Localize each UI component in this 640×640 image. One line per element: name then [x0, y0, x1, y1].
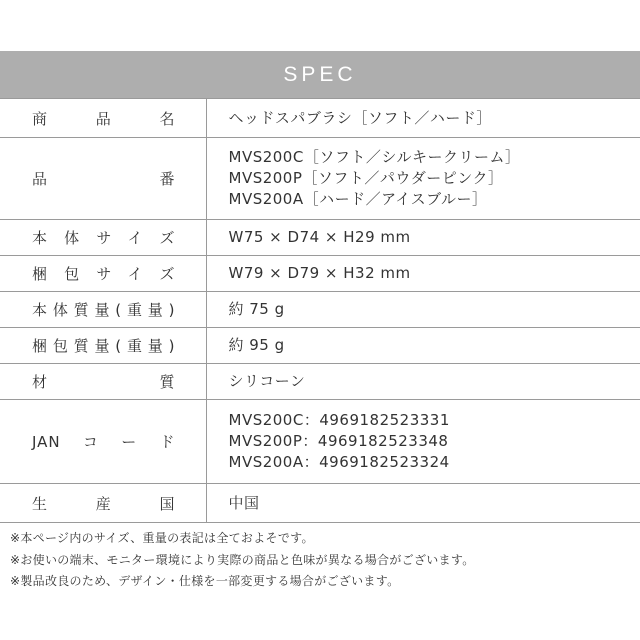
spec-header: [0, 51, 640, 98]
row-label-body-size: 本体サイズ: [0, 220, 206, 256]
row-value-jan-code: [206, 400, 640, 484]
value-line: シリコーン: [228, 372, 306, 390]
note-line: ※製品改良のため、デザイン・仕様を一部変更する場合がございます。: [10, 574, 400, 588]
row-label-product-name: 商品名: [0, 99, 206, 138]
value-line: MVS200C：4969182523331: [228, 411, 450, 429]
table-row: [0, 400, 640, 484]
table-row: [0, 364, 640, 400]
spec-notes: [10, 528, 475, 593]
value-line: MVS200C［ソフト／シルキークリーム］: [228, 148, 521, 166]
value-line: 約 95 g: [228, 336, 285, 354]
row-value-model-number: [206, 138, 640, 220]
row-label-country: 生産国: [0, 484, 206, 523]
table-row: [0, 328, 640, 364]
row-value-package-weight: [206, 328, 640, 364]
table-row: [0, 138, 640, 220]
table-row: [0, 220, 640, 256]
value-line: MVS200P：4969182523348: [228, 432, 449, 450]
value-line: ヘッドスパブラシ［ソフト／ハード］: [228, 108, 492, 127]
value-line: MVS200A［ハード／アイスブルー］: [228, 190, 488, 208]
row-value-body-weight: [206, 292, 640, 328]
value-line: 中国: [228, 493, 260, 512]
value-line: MVS200P［ソフト／パウダーピンク］: [228, 169, 504, 187]
value-line: 約 75 g: [228, 300, 285, 318]
table-row: [0, 484, 640, 523]
row-label-jan-code: JANコード: [0, 400, 206, 484]
row-label-material: 材質: [0, 364, 206, 400]
row-value-country: [206, 484, 640, 523]
row-label-package-size: 梱包サイズ: [0, 256, 206, 292]
row-value-package-size: [206, 256, 640, 292]
row-label-body-weight: 本体質量(重量): [0, 292, 206, 328]
table-row: [0, 256, 640, 292]
table-row: [0, 292, 640, 328]
spec-table: [0, 98, 640, 523]
value-line: W75 × D74 × H29 mm: [228, 228, 411, 246]
table-row: [0, 99, 640, 138]
row-label-model-number: 品番: [0, 138, 206, 220]
note-line: ※お使いの端末、モニター環境により実際の商品と色味が異なる場合がございます。: [10, 552, 475, 567]
value-line: MVS200A：4969182523324: [228, 453, 450, 471]
row-value-product-name: [206, 99, 640, 138]
value-line: W79 × D79 × H32 mm: [228, 264, 411, 282]
row-label-package-weight: 梱包質量(重量): [0, 328, 206, 364]
spec-title: SPEC: [283, 62, 357, 86]
row-value-material: [206, 364, 640, 400]
row-value-body-size: [206, 220, 640, 256]
note-line: ※本ページ内のサイズ、重量の表記は全ておよそです。: [10, 531, 314, 545]
